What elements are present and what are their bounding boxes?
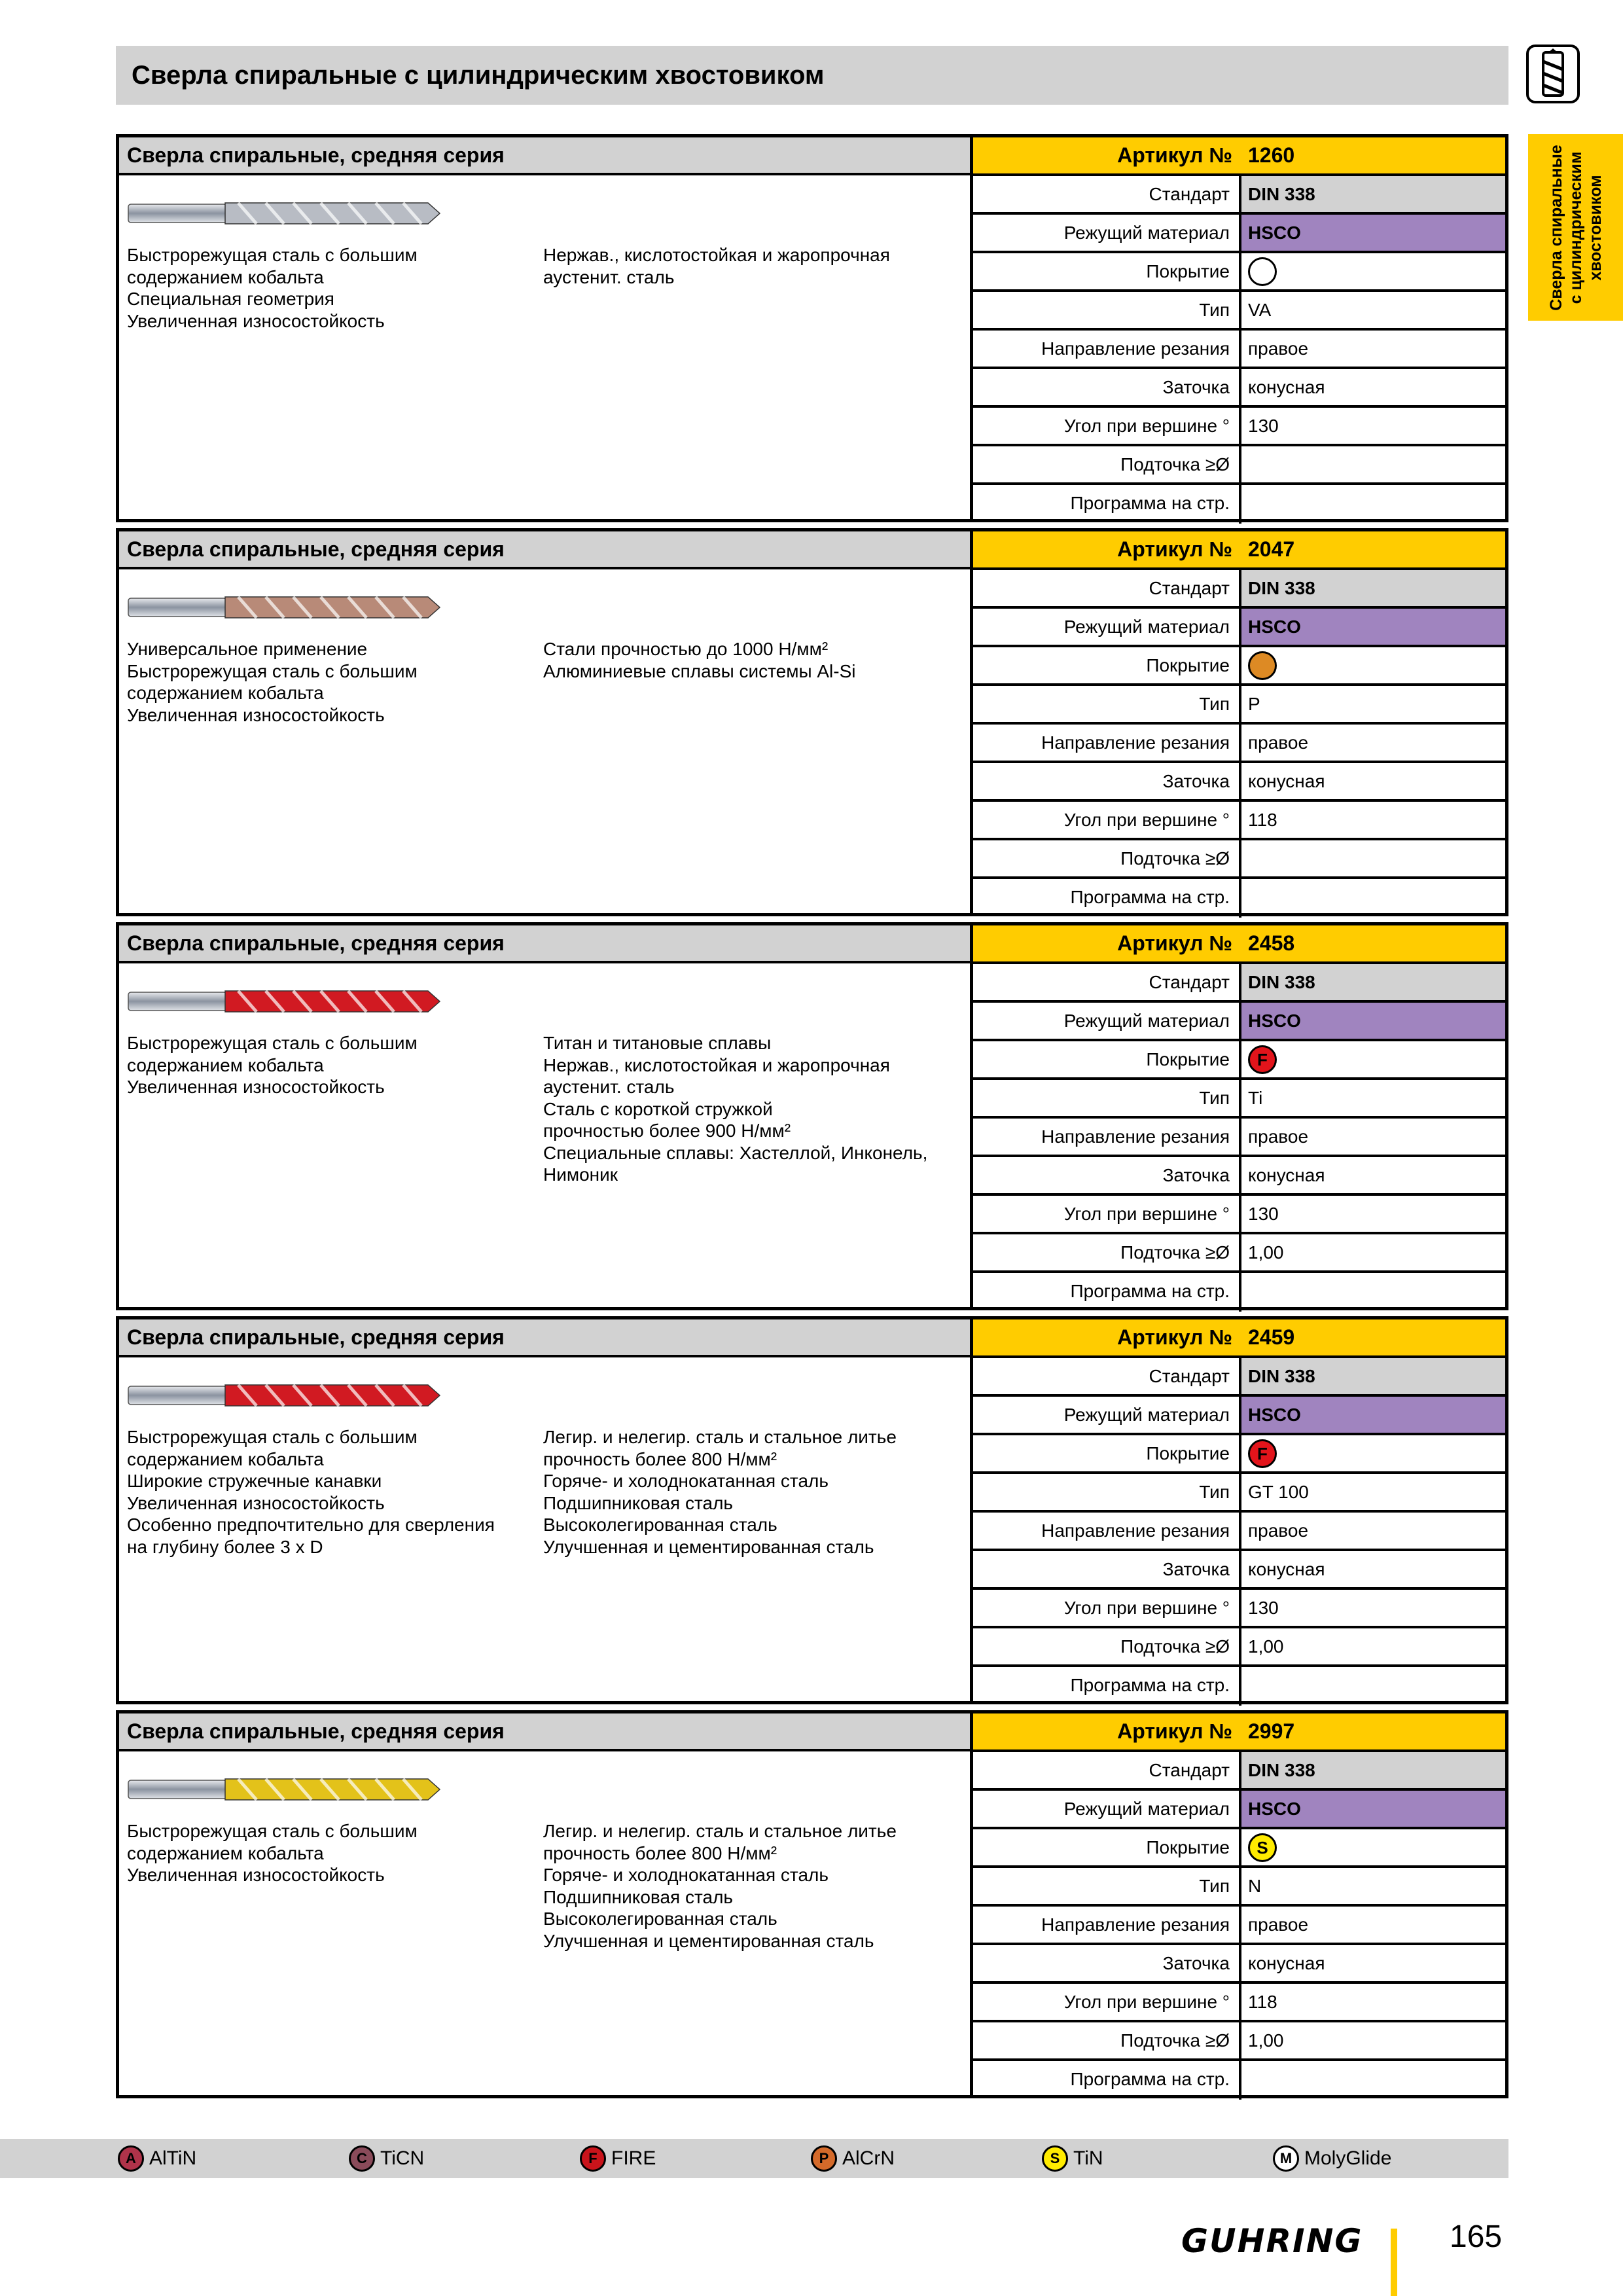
spec-label: Режущий материал: [973, 1791, 1241, 1827]
material-line: Титан и титановые сплавы: [543, 1033, 772, 1053]
material-line: Сталь с короткой стружкой: [543, 1098, 773, 1119]
spec-row-program: [973, 485, 1505, 524]
material-line: Горяче- и холоднокатанная сталь: [543, 1471, 829, 1491]
legend-label: TiCN: [380, 2147, 425, 2169]
legend-label: AlTiN: [149, 2147, 197, 2169]
spec-value: HSCO: [1241, 1791, 1505, 1827]
spec-row-program: [973, 879, 1505, 918]
spec-label: Артикул №: [1117, 1719, 1232, 1743]
spec-row-direction: [973, 1907, 1505, 1945]
spec-value: 130: [1248, 1598, 1279, 1618]
page-header: [116, 46, 1508, 105]
material-line: Высоколегированная сталь: [543, 1515, 777, 1535]
brand-logo: GUHRING: [1181, 2222, 1363, 2260]
features-list: [127, 1032, 533, 1098]
features-list: [127, 1820, 533, 1886]
spec-label: Режущий материал: [973, 1397, 1241, 1433]
product-block: [116, 528, 1508, 916]
spec-label: Режущий материал: [973, 215, 1241, 251]
spec-row-standard: [973, 570, 1505, 609]
spec-row-standard: [973, 1752, 1505, 1791]
spec-row-material: [973, 215, 1505, 253]
material-line: Стали прочностью до 1000 Н/мм²: [543, 639, 829, 659]
material-line: Нимоник: [543, 1164, 618, 1185]
spec-table: [970, 137, 1505, 519]
spec-value: [1241, 879, 1505, 918]
spec-row-angle: [973, 1196, 1505, 1234]
material-line: Подшипниковая сталь: [543, 1886, 734, 1907]
feature-line: содержанием кобальта: [127, 266, 324, 287]
series-header: [119, 137, 970, 175]
spec-table: [970, 531, 1505, 913]
coating-badge-icon: [1248, 257, 1277, 286]
product-description: [119, 1751, 970, 2095]
coating-badge-icon: [1248, 651, 1277, 680]
spec-value: [1241, 253, 1505, 289]
spec-label: Артикул №: [1117, 931, 1232, 955]
feature-line: Быстрорежущая сталь с большим: [127, 660, 418, 681]
spec-row-standard: [973, 1358, 1505, 1397]
legend-item: [1273, 2145, 1391, 2172]
spec-label: Заточка: [973, 763, 1241, 799]
features-list: [127, 1426, 533, 1558]
spec-row-article: [973, 1319, 1505, 1358]
spec-label: Тип: [973, 1868, 1241, 1904]
spec-value: [1241, 1435, 1505, 1471]
legend-label: TiN: [1073, 2147, 1103, 2169]
feature-line: содержанием кобальта: [127, 683, 324, 703]
spec-row-angle: [973, 408, 1505, 446]
spec-row-type: [973, 1080, 1505, 1119]
spec-row-direction: [973, 1119, 1505, 1157]
material-line: аустенит. сталь: [543, 1077, 675, 1097]
spec-label: Программа на стр.: [973, 1273, 1241, 1312]
spec-label: Программа на стр.: [973, 1667, 1241, 1706]
spec-row-program: [973, 1273, 1505, 1312]
spec-label: Тип: [973, 686, 1241, 722]
spec-label: Подточка ≥Ø: [973, 2022, 1241, 2058]
materials-list: [543, 1820, 962, 1952]
spec-value: конусная: [1248, 1165, 1325, 1185]
spec-label: Заточка: [973, 1945, 1241, 1981]
feature-line: на глубину более 3 x D: [127, 1536, 323, 1557]
spec-label: Программа на стр.: [973, 879, 1241, 918]
spec-value: P: [1248, 694, 1260, 714]
spec-row-angle: [973, 1590, 1505, 1628]
spec-row-thinning: [973, 840, 1505, 879]
drill-section-icon: [1526, 45, 1580, 103]
spec-row-material: [973, 1791, 1505, 1829]
spec-row-article: [973, 1713, 1505, 1752]
spec-label: Артикул №: [1117, 537, 1232, 561]
spec-row-type: [973, 1474, 1505, 1513]
spec-row-coating: [973, 253, 1505, 292]
spec-value: DIN 338: [1241, 1358, 1505, 1394]
legend-label: FIRE: [611, 2147, 656, 2169]
spec-label: Покрытие: [973, 1435, 1241, 1471]
spec-value: конусная: [1248, 1559, 1325, 1579]
drill-image: [127, 195, 441, 232]
series-title: Сверла спиральные, средняя серия: [127, 1325, 505, 1349]
materials-list: [543, 638, 962, 682]
spec-value: DIN 338: [1241, 1752, 1505, 1788]
features-list: [127, 638, 533, 726]
spec-value: конусная: [1248, 1953, 1325, 1973]
product-description: [119, 1357, 970, 1701]
feature-line: Быстрорежущая сталь с большим: [127, 1033, 418, 1053]
spec-value: 2459: [1248, 1325, 1295, 1349]
drill-image: [127, 1771, 441, 1808]
spec-row-article: [973, 531, 1505, 570]
spec-label: Тип: [973, 1080, 1241, 1116]
spec-label: Тип: [973, 292, 1241, 328]
spec-row-standard: [973, 176, 1505, 215]
spec-value: 130: [1248, 416, 1279, 436]
spec-value: [1241, 2061, 1505, 2100]
feature-line: Специальная геометрия: [127, 289, 334, 309]
product-description: [119, 569, 970, 913]
feature-line: Увеличенная износостойкость: [127, 1077, 385, 1097]
spec-label: Покрытие: [973, 647, 1241, 683]
spec-row-material: [973, 609, 1505, 647]
coating-icon: P: [811, 2145, 837, 2172]
spec-label: Подточка ≥Ø: [973, 446, 1241, 482]
spec-value: HSCO: [1241, 609, 1505, 645]
spec-value: [1241, 840, 1505, 876]
spec-label: Режущий материал: [973, 609, 1241, 645]
section-tab-line: Сверла спиральные: [1546, 144, 1565, 311]
spec-label: Заточка: [973, 369, 1241, 405]
spec-label: Направление резания: [973, 331, 1241, 367]
spec-row-article: [973, 925, 1505, 964]
series-header: [119, 1713, 970, 1751]
materials-list: [543, 244, 962, 288]
spec-value: [1241, 485, 1505, 524]
series-header: [119, 1319, 970, 1357]
coating-icon: S: [1042, 2145, 1068, 2172]
spec-value: DIN 338: [1241, 570, 1505, 606]
product-block: [116, 922, 1508, 1310]
spec-row-angle: [973, 1984, 1505, 2022]
spec-row-direction: [973, 1513, 1505, 1551]
spec-value: Ti: [1248, 1088, 1263, 1108]
legend-label: MolyGlide: [1304, 2147, 1392, 2169]
spec-label: Угол при вершине °: [973, 802, 1241, 838]
coating-icon: F: [580, 2145, 606, 2172]
material-line: Легир. и нелегир. сталь и стальное литье: [543, 1427, 897, 1447]
legend-item: [1042, 2145, 1103, 2172]
spec-value: 2458: [1248, 931, 1295, 955]
spec-table: [970, 1319, 1505, 1701]
product-block: [116, 1710, 1508, 2098]
spec-row-coating: [973, 1041, 1505, 1080]
feature-line: Быстрорежущая сталь с большим: [127, 245, 418, 265]
spec-row-program: [973, 2061, 1505, 2100]
spec-row-standard: [973, 964, 1505, 1003]
page-number: 165: [1450, 2219, 1503, 2254]
material-line: прочностью более 900 Н/мм²: [543, 1121, 791, 1141]
coating-badge-icon: F: [1248, 1439, 1277, 1468]
coating-legend: [0, 2139, 1508, 2178]
spec-label: Покрытие: [973, 1829, 1241, 1865]
spec-value: DIN 338: [1241, 176, 1505, 212]
materials-list: [543, 1426, 962, 1558]
spec-label: Направление резания: [973, 1907, 1241, 1943]
series-title: Сверла спиральные, средняя серия: [127, 931, 505, 955]
drill-image: [127, 983, 441, 1020]
product-block: [116, 134, 1508, 522]
spec-row-thinning: [973, 446, 1505, 485]
page-title: Сверла спиральные с цилиндрическим хвостовиком: [132, 60, 825, 90]
spec-value: 118: [1248, 810, 1277, 830]
spec-label: Подточка ≥Ø: [973, 840, 1241, 876]
material-line: Легир. и нелегир. сталь и стальное литье: [543, 1821, 897, 1841]
spec-label: Стандарт: [973, 1752, 1241, 1788]
spec-table: [970, 1713, 1505, 2095]
legend-item: [580, 2145, 656, 2172]
spec-value: конусная: [1248, 377, 1325, 397]
spec-row-point: [973, 1551, 1505, 1590]
coating-icon: C: [349, 2145, 375, 2172]
spec-table: [970, 925, 1505, 1307]
spec-value: 118: [1248, 1992, 1277, 2012]
material-line: Улучшенная и цементированная сталь: [543, 1536, 874, 1557]
spec-row-point: [973, 1157, 1505, 1196]
material-line: Высоколегированная сталь: [543, 1909, 777, 1929]
section-tab[interactable]: [1528, 134, 1623, 321]
product-block: [116, 1316, 1508, 1704]
spec-row-direction: [973, 725, 1505, 763]
spec-label: Режущий материал: [973, 1003, 1241, 1039]
spec-value: 1260: [1248, 143, 1295, 167]
spec-label: Подточка ≥Ø: [973, 1628, 1241, 1664]
spec-value: конусная: [1248, 771, 1325, 791]
section-tab-line: хвостовиком: [1586, 174, 1605, 281]
spec-label: Угол при вершине °: [973, 1984, 1241, 2020]
feature-line: Особенно предпочтительно для сверления: [127, 1515, 495, 1535]
spec-label: Артикул №: [1117, 143, 1232, 167]
spec-value: правое: [1248, 1520, 1309, 1541]
spec-label: Заточка: [973, 1551, 1241, 1587]
footer-divider: [1391, 2229, 1397, 2296]
spec-value: 2997: [1248, 1719, 1295, 1743]
spec-label: Стандарт: [973, 570, 1241, 606]
material-line: Подшипниковая сталь: [543, 1492, 734, 1513]
spec-row-type: [973, 686, 1505, 725]
feature-line: Широкие стружечные канавки: [127, 1471, 382, 1491]
spec-row-article: [973, 137, 1505, 176]
feature-line: Быстрорежущая сталь с большим: [127, 1821, 418, 1841]
spec-value: 130: [1248, 1204, 1279, 1224]
spec-value: правое: [1248, 338, 1309, 359]
material-line: аустенит. сталь: [543, 266, 675, 287]
spec-value: HSCO: [1241, 1003, 1505, 1039]
spec-row-program: [973, 1667, 1505, 1706]
drill-image: [127, 1377, 441, 1414]
spec-value: 1,00: [1248, 1242, 1284, 1263]
spec-label: Покрытие: [973, 253, 1241, 289]
spec-value: [1241, 1273, 1505, 1312]
spec-label: Стандарт: [973, 964, 1241, 1000]
materials-list: [543, 1032, 962, 1186]
spec-label: Угол при вершине °: [973, 1590, 1241, 1626]
material-line: прочность более 800 Н/мм²: [543, 1448, 777, 1469]
material-line: прочность более 800 Н/мм²: [543, 1842, 777, 1863]
spec-value: правое: [1248, 732, 1309, 753]
spec-value: [1241, 446, 1505, 482]
spec-row-thinning: [973, 2022, 1505, 2061]
spec-row-angle: [973, 802, 1505, 840]
material-line: Алюминиевые сплавы системы Al-Si: [543, 660, 856, 681]
series-header: [119, 925, 970, 963]
spec-value: [1241, 647, 1505, 683]
spec-value: правое: [1248, 1914, 1309, 1935]
spec-row-type: [973, 1868, 1505, 1907]
spec-label: Направление резания: [973, 1119, 1241, 1155]
section-tab-line: с цилиндрическим: [1566, 151, 1585, 304]
drill-image: [127, 589, 441, 626]
legend-item: [811, 2145, 895, 2172]
material-line: Горяче- и холоднокатанная сталь: [543, 1865, 829, 1885]
coating-icon: A: [118, 2145, 144, 2172]
series-header: [119, 531, 970, 569]
spec-label: Угол при вершине °: [973, 1196, 1241, 1232]
legend-item: [118, 2145, 196, 2172]
spec-value: HSCO: [1241, 215, 1505, 251]
spec-label: Направление резания: [973, 1513, 1241, 1549]
spec-row-point: [973, 763, 1505, 802]
spec-value: DIN 338: [1241, 964, 1505, 1000]
coating-badge-icon: F: [1248, 1045, 1277, 1074]
spec-row-point: [973, 1945, 1505, 1984]
series-title: Сверла спиральные, средняя серия: [127, 537, 505, 561]
material-line: Специальные сплавы: Хастеллой, Инконель,: [543, 1142, 928, 1163]
feature-line: Увеличенная износостойкость: [127, 310, 385, 331]
series-title: Сверла спиральные, средняя серия: [127, 1719, 505, 1743]
spec-label: Подточка ≥Ø: [973, 1234, 1241, 1270]
spec-label: Заточка: [973, 1157, 1241, 1193]
spec-value: VA: [1248, 300, 1272, 320]
spec-label: Стандарт: [973, 176, 1241, 212]
series-title: Сверла спиральные, средняя серия: [127, 143, 505, 167]
spec-value: 1,00: [1248, 2030, 1284, 2051]
product-description: [119, 963, 970, 1307]
feature-line: Увеличенная износостойкость: [127, 1492, 385, 1513]
coating-badge-icon: S: [1248, 1833, 1277, 1862]
legend-item: [349, 2145, 424, 2172]
spec-row-coating: [973, 1435, 1505, 1474]
feature-line: Увеличенная износостойкость: [127, 1865, 385, 1885]
spec-value: HSCO: [1241, 1397, 1505, 1433]
spec-value: правое: [1248, 1126, 1309, 1147]
feature-line: Увеличенная износостойкость: [127, 704, 385, 725]
spec-value: GT 100: [1248, 1482, 1309, 1502]
spec-row-coating: [973, 647, 1505, 686]
material-line: Улучшенная и цементированная сталь: [543, 1930, 874, 1951]
spec-value: 1,00: [1248, 1636, 1284, 1657]
spec-label: Артикул №: [1117, 1325, 1232, 1349]
spec-value: N: [1248, 1876, 1262, 1896]
spec-row-coating: [973, 1829, 1505, 1868]
material-line: Нержав., кислотостойкая и жаропрочная: [543, 245, 890, 265]
feature-line: содержанием кобальта: [127, 1842, 324, 1863]
coating-icon: M: [1273, 2145, 1299, 2172]
feature-line: содержанием кобальта: [127, 1054, 324, 1075]
spec-label: Покрытие: [973, 1041, 1241, 1077]
spec-value: 2047: [1248, 537, 1295, 561]
spec-label: Программа на стр.: [973, 485, 1241, 524]
spec-row-thinning: [973, 1628, 1505, 1667]
features-list: [127, 244, 533, 332]
spec-value: [1241, 1667, 1505, 1706]
product-description: [119, 175, 970, 519]
spec-row-type: [973, 292, 1505, 331]
spec-label: Программа на стр.: [973, 2061, 1241, 2100]
spec-row-material: [973, 1397, 1505, 1435]
spec-row-point: [973, 369, 1505, 408]
spec-row-material: [973, 1003, 1505, 1041]
spec-label: Стандарт: [973, 1358, 1241, 1394]
feature-line: Быстрорежущая сталь с большим: [127, 1427, 418, 1447]
spec-value: [1241, 1041, 1505, 1077]
spec-row-thinning: [973, 1234, 1505, 1273]
legend-label: AlCrN: [842, 2147, 895, 2169]
spec-label: Угол при вершине °: [973, 408, 1241, 444]
spec-row-direction: [973, 331, 1505, 369]
feature-line: Универсальное применение: [127, 639, 368, 659]
spec-label: Тип: [973, 1474, 1241, 1510]
material-line: Нержав., кислотостойкая и жаропрочная: [543, 1054, 890, 1075]
feature-line: содержанием кобальта: [127, 1448, 324, 1469]
spec-value: [1241, 1829, 1505, 1865]
spec-label: Направление резания: [973, 725, 1241, 761]
